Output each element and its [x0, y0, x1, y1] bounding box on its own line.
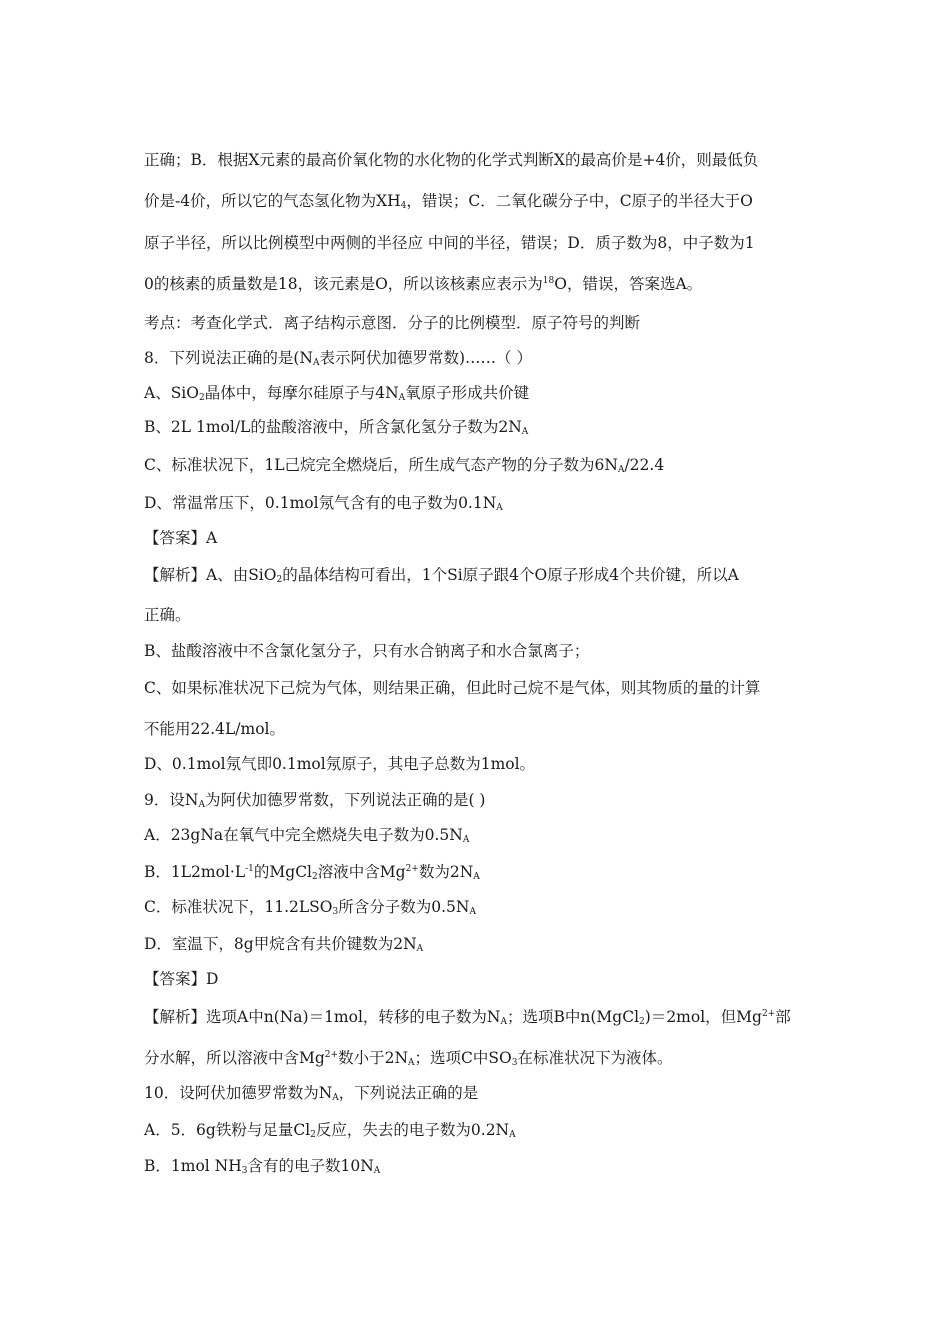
text-run: 正确。 — [144, 606, 191, 624]
text-run: 为阿伏加德罗常数，下列说法正确的是( ) — [204, 791, 486, 809]
subscript: 3 — [241, 1166, 248, 1176]
text-line — [144, 754, 814, 774]
text-line — [144, 455, 814, 475]
text-run: 正确；B．根据X元素的最高价氧化物的水化物的化学式判断X的最高价是+4价，则最低负 — [144, 151, 759, 169]
subscript: A — [496, 503, 503, 513]
subscript: A — [500, 1017, 507, 1027]
text-run: 【答案】D — [144, 970, 219, 988]
text-run: 所含分子数为0.5N — [338, 898, 470, 916]
superscript: 2+ — [324, 1050, 339, 1060]
text-run: B．1mol NH — [144, 1157, 242, 1175]
text-run: 数小于2N — [338, 1049, 409, 1067]
subscript: 3 — [511, 1058, 518, 1068]
subscript: 2 — [310, 1130, 316, 1140]
text-run: 数为2N — [418, 863, 474, 881]
text-run: 0的核素的质量数是18，该元素是O，所以该核素应表示为 — [144, 275, 543, 293]
text-line — [144, 565, 814, 585]
text-run: 部 — [775, 1008, 791, 1026]
text-line — [144, 1083, 814, 1103]
text-run: A．5．6g铁粉与足量Cl — [144, 1121, 311, 1139]
text-run: 不能用22.4L/mol。 — [144, 720, 286, 738]
text-line — [144, 862, 814, 882]
text-run: ；选项B中n(MgCl — [507, 1008, 640, 1026]
text-run: B、2L 1mol/L的盐酸溶液中，所含氯化氢分子数为2N — [144, 418, 522, 436]
text-run: C．标准状况下，11.2LSO — [144, 898, 333, 916]
subscript: A — [521, 427, 529, 437]
text-line — [144, 233, 814, 253]
text-line — [144, 897, 814, 917]
text-line — [144, 719, 814, 739]
text-run: 考点：考查化学式．离子结构示意图．分子的比例模型．原子符号的判断 — [144, 314, 641, 332]
text-run: 表示阿伏加德罗常数)……（ ） — [319, 349, 532, 367]
text-run: C、如果标准状况下己烷为气体，则结果正确，但此时己烷不是气体，则其物质的量的计算 — [144, 679, 761, 697]
text-line — [144, 274, 814, 294]
text-run: C、标准状况下，1L己烷完全燃烧后，所生成气态产物的分子数为6N — [144, 456, 618, 474]
text-run: 的MgCl — [253, 863, 313, 881]
subscript: 2 — [198, 393, 205, 403]
text-run: 含有的电子数10N — [247, 1157, 374, 1175]
text-line — [144, 150, 814, 170]
text-run: A、SiO — [144, 384, 199, 402]
subscript: A — [462, 835, 470, 845]
text-run: ；选项C中SO — [414, 1049, 512, 1067]
text-line — [144, 191, 814, 211]
text-line — [144, 678, 814, 698]
text-run: )＝2mol，但Mg — [644, 1008, 762, 1026]
text-line — [144, 605, 814, 625]
text-run: ，错误；C．二氧化碳分子中，C原子的半径大于O — [406, 192, 753, 210]
text-run: 氧原子形成共价键 — [405, 384, 530, 402]
text-run: O，错误，答案选A。 — [554, 275, 703, 293]
subscript: A — [408, 1058, 415, 1068]
superscript: 18 — [542, 276, 555, 286]
subscript: A — [332, 1093, 339, 1103]
subscript: 2 — [639, 1017, 645, 1027]
text-run: 10．设阿伏加德罗常数为N — [144, 1084, 333, 1102]
text-line — [144, 493, 814, 513]
text-run: ，下列说法正确的是 — [338, 1084, 479, 1102]
text-run: A．23gNa在氧气中完全燃烧失电子数为0.5N — [144, 826, 463, 844]
text-run: D、常温常压下，0.1mol氖气含有的电子数为0.1N — [144, 494, 497, 512]
superscript: 2+ — [761, 1009, 776, 1019]
subscript: A — [398, 393, 406, 403]
text-run: 【解析】A、由SiO — [144, 566, 277, 584]
text-run: /22.4 — [624, 456, 665, 474]
text-run: D、0.1mol氖气即0.1mol氖原子，其电子总数为1mol。 — [144, 755, 536, 773]
text-line — [144, 383, 814, 403]
text-run: 【解析】选项A中n(Na)＝1mol，转移的电子数为N — [144, 1008, 501, 1026]
text-line — [144, 969, 814, 989]
text-run: 【答案】A — [144, 529, 218, 547]
subscript: A — [473, 872, 480, 882]
text-run: 反应，失去的电子数为0.2N — [315, 1121, 510, 1139]
text-line — [144, 348, 814, 368]
text-run: 在标准状况下为液体。 — [517, 1049, 673, 1067]
text-line — [144, 825, 814, 845]
text-run: D．室温下，8g甲烷含有共价键数为2N — [144, 935, 417, 953]
text-run: 价是-4价，所以它的气态氢化物为XH — [144, 192, 401, 210]
text-run: B、盐酸溶液中不含氯化氢分子，只有水合钠离子和水合氯离子； — [144, 642, 590, 660]
text-run: B．1L2mol·L — [144, 863, 246, 881]
subscript: 3 — [332, 907, 339, 917]
text-line — [144, 934, 814, 954]
subscript: 2 — [312, 872, 318, 882]
subscript: A — [617, 465, 625, 475]
text-line — [144, 313, 814, 333]
superscript: 2+ — [405, 864, 419, 874]
subscript: 4 — [400, 201, 407, 211]
text-line — [144, 1048, 814, 1068]
text-run: 9．设N — [144, 791, 199, 809]
text-line — [144, 1120, 814, 1140]
text-run: 溶液中含Mg — [317, 863, 406, 881]
subscript: A — [373, 1166, 381, 1176]
text-line — [144, 641, 814, 661]
text-run: 8．下列说法正确的是(N — [144, 349, 313, 367]
subscript: A — [469, 907, 476, 917]
text-line — [144, 1156, 814, 1176]
text-line — [144, 528, 814, 548]
superscript: -1 — [245, 864, 254, 874]
subscript: A — [312, 358, 320, 368]
subscript: A — [198, 800, 205, 810]
text-line — [144, 417, 814, 437]
text-run: 分水解，所以溶液中含Mg — [144, 1049, 325, 1067]
text-line — [144, 1007, 814, 1027]
subscript: A — [416, 944, 424, 954]
text-run: 晶体中，每摩尔硅原子与4N — [204, 384, 399, 402]
text-run: 原子半径，所以比例模型中两侧的半径应 中间的半径，错误；D．质子数为8，中子数为1 — [144, 234, 755, 252]
subscript: 2 — [276, 575, 283, 585]
text-run: 的晶体结构可看出，1个Si原子跟4个O原子形成4个共价键，所以A — [282, 566, 739, 584]
subscript: A — [509, 1130, 516, 1140]
text-line — [144, 790, 814, 810]
